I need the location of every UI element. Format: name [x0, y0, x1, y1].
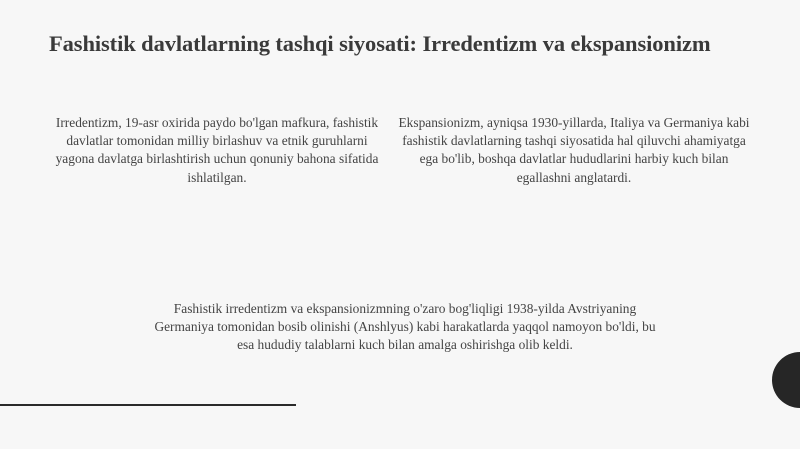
paragraph-expansionism: Ekspansionizm, ayniqsa 1930-yillarda, Italiya va Germaniya kabi fashistik davlatlarning tashqi siyosatida hal qiluvchi ahamiyatga ega bo'lib, boshqa davlatlar hududlarini harbiy kuch bilan egallashni anglatardi.	[398, 115, 750, 185]
decorative-circle-shape	[772, 352, 800, 408]
paragraph-interconnection: Fashistik irredentizm va ekspansionizmning o'zaro bog'liqligi 1938-yilda Avstriyaning Germaniya tomonidan bosib olinishi (Anshlyus) kabi harakatlarda yaqqol namoyon bo'ldi, bu esa hududiy talablarni kuch bilan amalga oshirishga olib keldi.	[154, 301, 656, 353]
decorative-divider-line	[0, 404, 296, 406]
paragraph-irredentism: Irredentizm, 19-asr oxirida paydo bo'lgan mafkura, fashistik davlatlar tomonidan milliy birlashuv va etnik guruhlarni yagona davlatga birlashtirish uchun qonuniy bahona sifatida ishlatilgan.	[55, 115, 379, 185]
slide-title: Fashistik davlatlarning tashqi siyosati: Irredentizm va ekspansionizm	[49, 31, 711, 56]
